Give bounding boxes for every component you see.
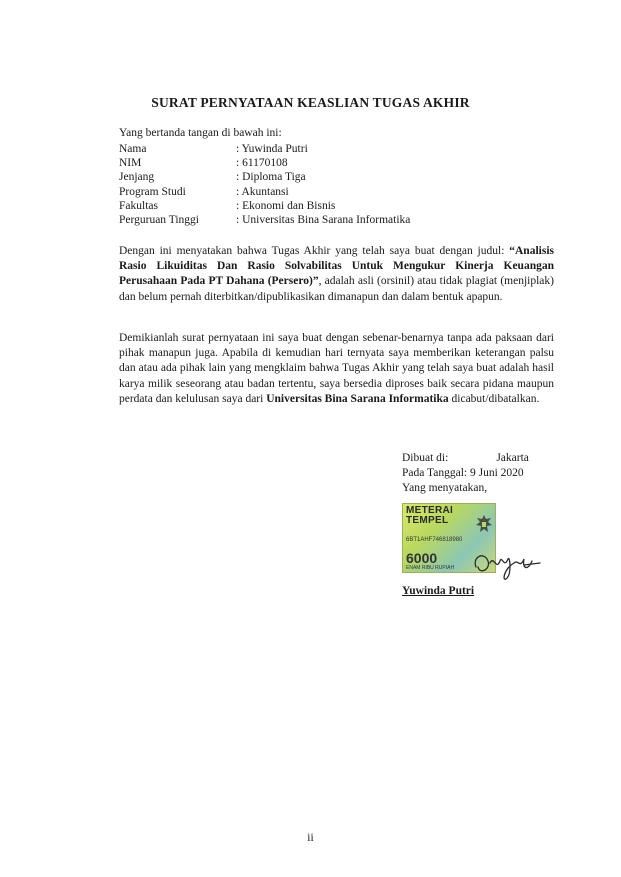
field-row-nim (119, 156, 410, 170)
identity-fields (119, 142, 410, 227)
stamp-value-words: ENAM RIBU RUPIAH (406, 565, 455, 571)
date-label: Pada Tanggal: (402, 467, 468, 479)
handwritten-signature-icon (470, 545, 550, 583)
field-label: Nama (119, 143, 147, 155)
field-row-level (119, 170, 410, 184)
made-in-line (402, 451, 529, 466)
field-label: Fakultas (119, 199, 158, 212)
garuda-emblem-icon (475, 514, 493, 536)
document-title: SURAT PERNYATAAN KEASLIAN TUGAS AKHIR (151, 95, 470, 110)
field-row-name (119, 142, 410, 156)
field-value: : Yuwinda Putri (236, 142, 308, 156)
declarer-line: Yang menyatakan, (402, 482, 488, 494)
page-number: ii (307, 832, 314, 844)
stamp-value: 6000 (406, 550, 438, 566)
field-row-program (119, 185, 410, 199)
closing-text: Demikianlah surat pernyataan ini saya buat dengan sebenar-benarnya tanpa ada paksaan dari pihak manapun juga. Apabila di kemudian hari ternyata saya memberikan keterangan palsu dan atau ada pihak lain yang mengklaim bahwa Tugas Akhir yang telah saya buat adalah hasil karya milik seseorang atau badan tertentu, saya bersedia diproses baik secara pidana maupun perdata dan kelulusan saya dari (119, 332, 554, 405)
declaration-rest: , adalah asli (orsinil) atau tidak plagiat (menjiplak) dan belum pernah diterbitkan/dipublikasikan dimanapun dan dalam bentuk apapun. (119, 275, 554, 303)
made-place: Jakarta (496, 452, 529, 464)
made-label: Dibuat di: (402, 452, 449, 464)
field-value: : Diploma Tiga (236, 170, 306, 184)
field-label: NIM (119, 157, 142, 170)
university-name: Universitas Bina Sarana Informatika (266, 392, 449, 405)
thesis-title: “Analisis Rasio Likuiditas Dan Rasio Solvabilitas Untuk Mengukur Kinerja Keuangan Perusahaan Pada PT Dahana (Persero)” (119, 245, 554, 288)
field-value: : 61170108 (236, 156, 288, 170)
field-label: Program Studi (119, 185, 186, 198)
date-value: 9 Juni 2020 (469, 467, 524, 479)
closing-text-end: dicabut/dibatalkan. (448, 392, 540, 405)
field-row-faculty (119, 199, 410, 213)
declaration-paragraph (119, 244, 554, 305)
field-label: Jenjang (119, 171, 155, 184)
field-row-university (119, 213, 410, 227)
intro-line: Yang bertanda tangan di bawah ini: (119, 127, 282, 139)
signer-name: Yuwinda Putri (402, 585, 475, 597)
declaration-lead: Dengan ini menyatakan bahwa Tugas Akhir yang telah saya buat dengan judul: (119, 245, 505, 257)
field-label: Perguruan Tinggi (119, 214, 199, 227)
field-value: : Universitas Bina Sarana Informatika (236, 213, 410, 227)
closing-paragraph (119, 331, 554, 407)
stamp-text: METERAI TEMPEL (406, 505, 454, 526)
field-value: : Ekonomi dan Bisnis (236, 199, 335, 213)
stamp-code: 6BT1AHF746818980 (406, 537, 463, 543)
date-line (402, 466, 524, 481)
field-value: : Akuntansi (236, 185, 289, 199)
